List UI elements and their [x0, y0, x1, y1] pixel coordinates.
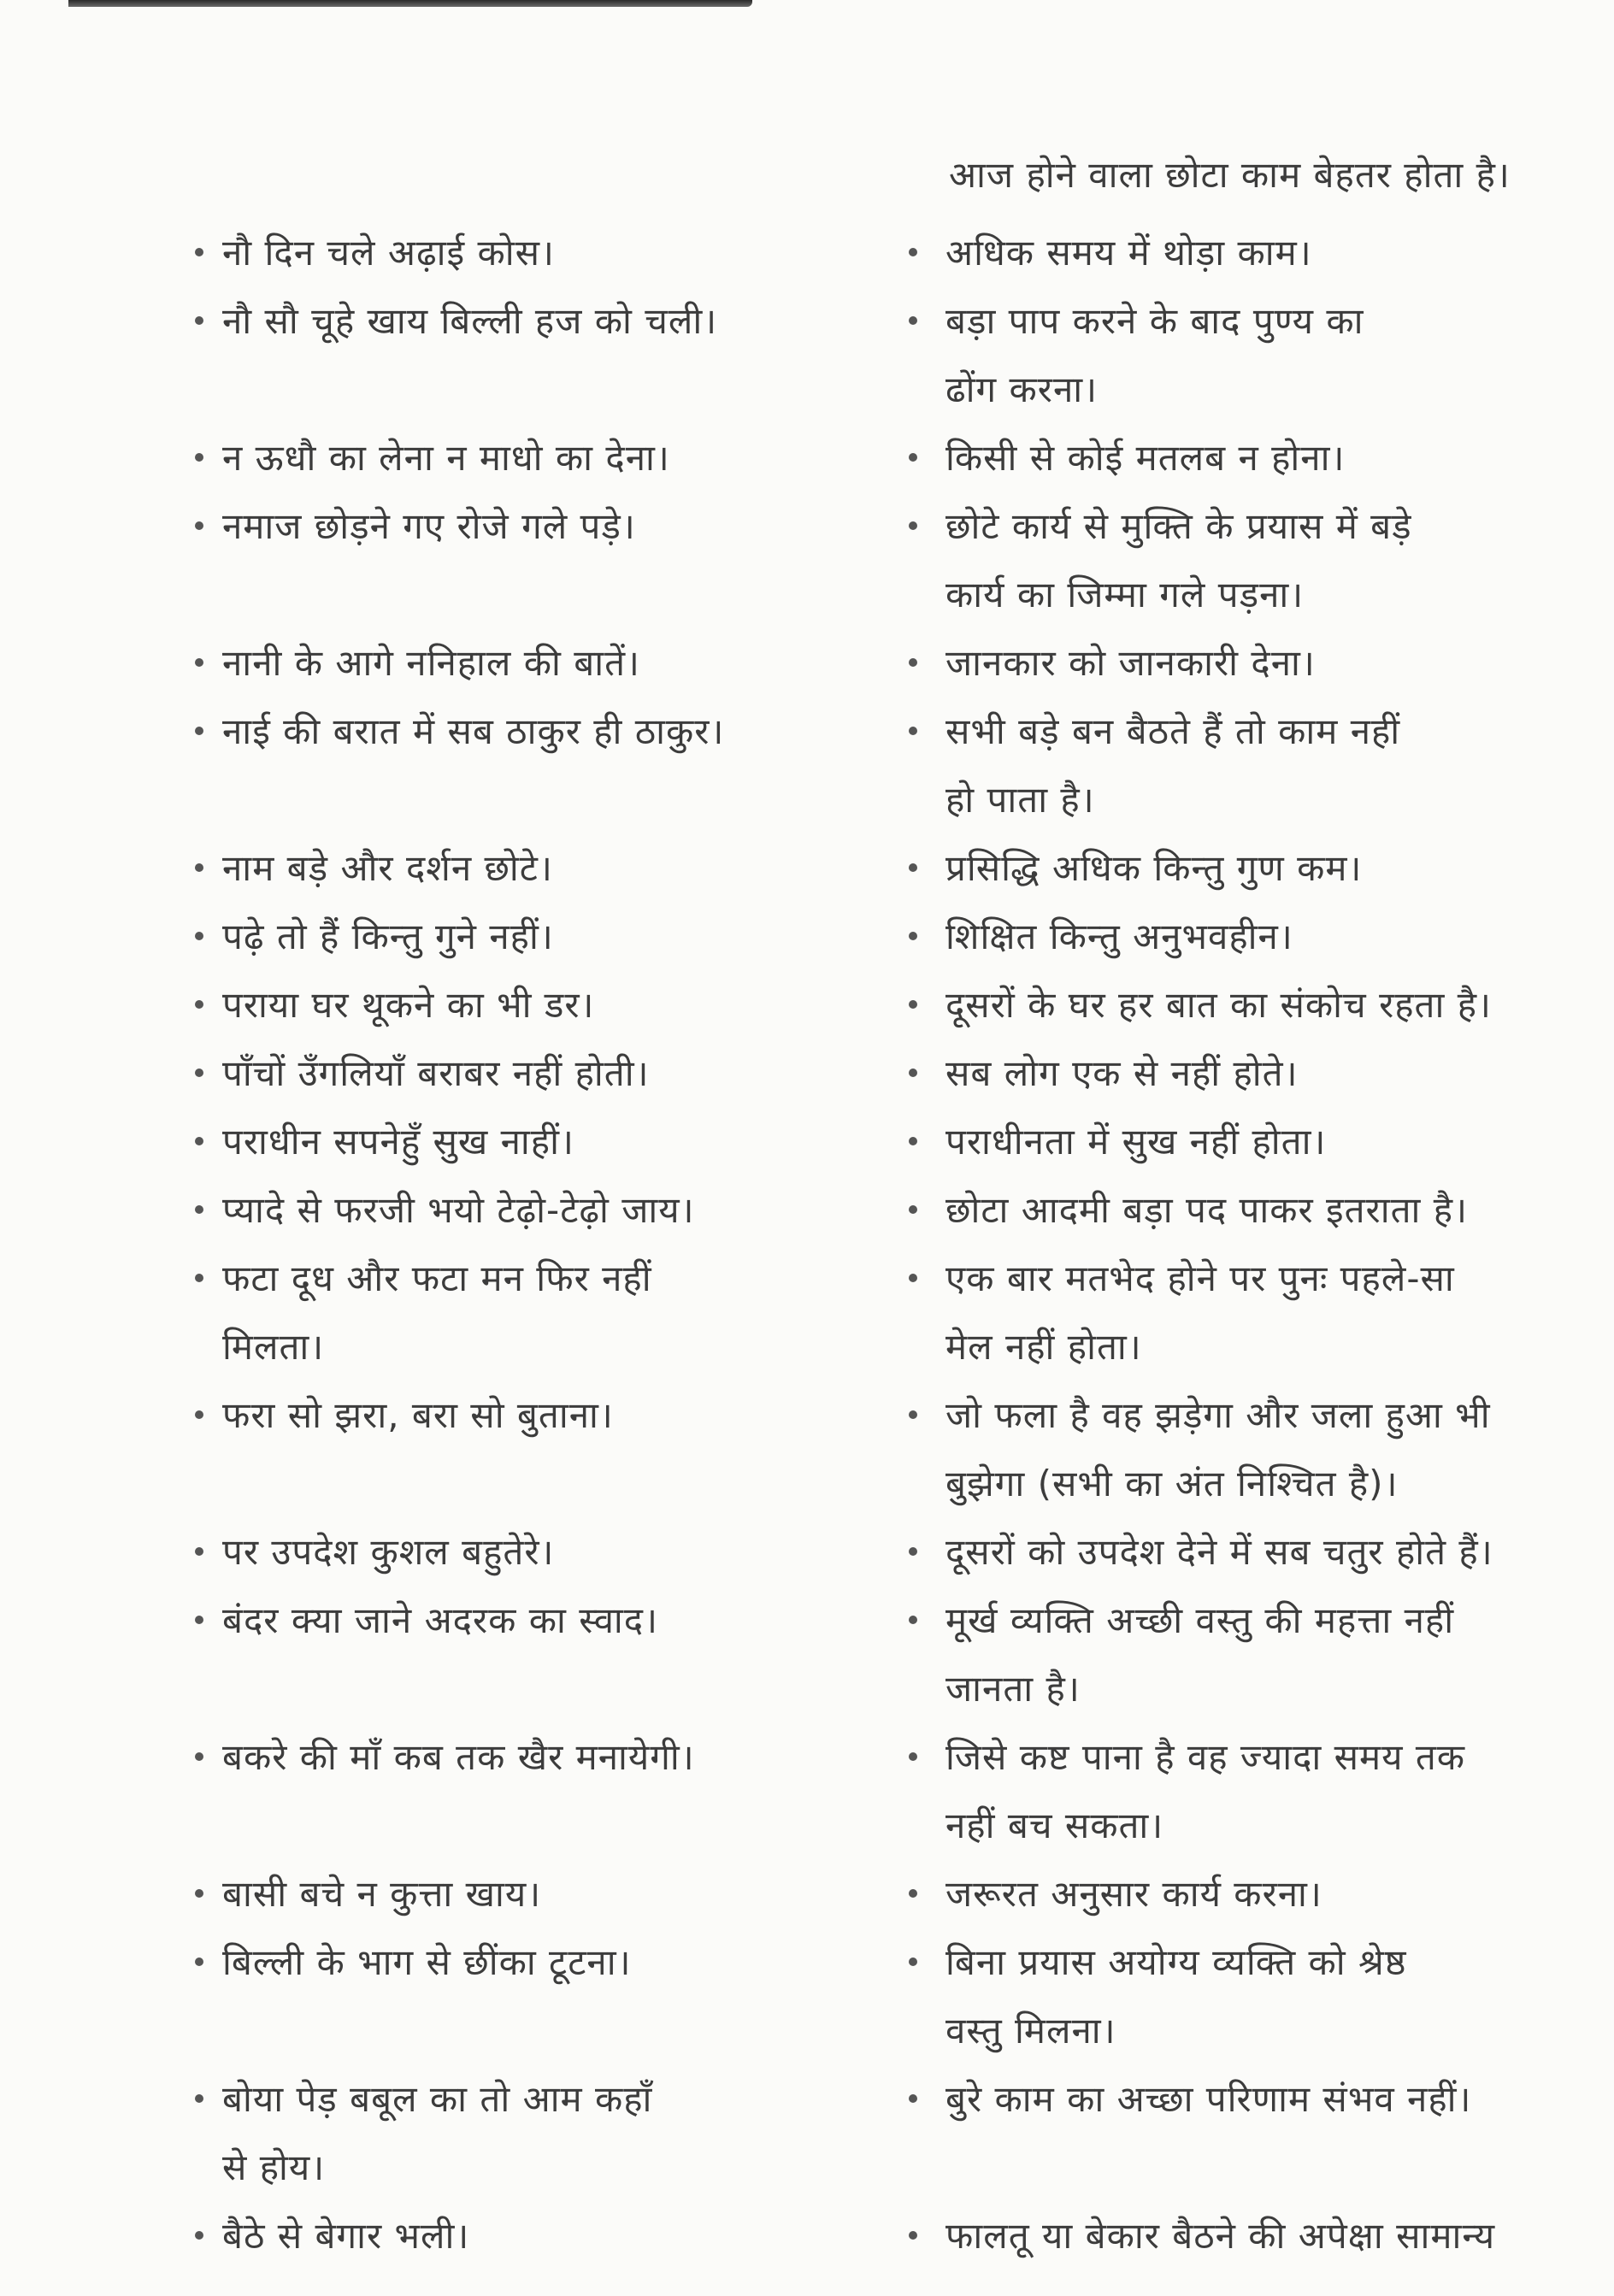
- meaning-line: बुझेगा (सभी का अंत निश्चित है)।: [945, 1463, 1399, 1504]
- idiom-line: पराया घर थूकने का भी डर।: [222, 984, 595, 1026]
- meaning-line: बड़ा पाप करने के बाद पुण्य का: [945, 300, 1364, 342]
- bullet-icon: [909, 1616, 917, 1624]
- bullet-icon: [909, 2094, 917, 2103]
- meaning-line: जानता है।: [945, 1668, 1081, 1710]
- meaning-text: [945, 1108, 1604, 1176]
- bullet-icon: [909, 453, 917, 462]
- idiom-line: प्यादे से फरजी भयो टेढ़ो-टेढ़ो जाय।: [222, 1189, 695, 1231]
- meaning-line: जानकार को जानकारी देना।: [945, 642, 1316, 684]
- idiom-line: नाम बड़े और दर्शन छोटे।: [222, 847, 553, 889]
- idiom-text: [222, 1860, 855, 1928]
- idiom-line: नाई की बरात में सब ठाकुर ही ठाकुर।: [222, 710, 725, 752]
- meaning-line: एक बार मतभेद होने पर पुनः पहले-सा: [945, 1257, 1455, 1299]
- bullet-icon: [195, 932, 203, 940]
- bullet-icon: [195, 1410, 203, 1419]
- idiom-line: बंदर क्या जाने अदरक का स्वाद।: [222, 1599, 659, 1641]
- meaning-line: छोटे कार्य से मुक्ति के प्रयास में बड़े: [945, 505, 1412, 547]
- idiom-line: बकरे की माँ कब तक खैर मनायेगी।: [222, 1736, 695, 1778]
- idiom-line: बिल्ली के भाग से छींका टूटना।: [222, 1941, 632, 1983]
- meaning-line: हो पाता है।: [945, 779, 1095, 821]
- meaning-text: [945, 629, 1604, 698]
- meaning-line: प्रसिद्धि अधिक किन्तु गुण कम।: [945, 847, 1363, 889]
- meaning-line: वस्तु मिलना।: [945, 2010, 1116, 2052]
- bullet-icon: [195, 521, 203, 530]
- bullet-icon: [909, 658, 917, 667]
- idiom-text: [222, 698, 855, 766]
- meaning-text: [945, 1381, 1604, 1518]
- meaning-text: [945, 219, 1604, 287]
- idiom-text: [222, 287, 855, 356]
- idiom-line: बोया पेड़ बबूल का तो आम कहाँ: [222, 2078, 653, 2120]
- idiom-text: [222, 492, 855, 561]
- meaning-line: सब लोग एक से नहीं होते।: [945, 1052, 1299, 1094]
- meaning-text: [945, 1860, 1604, 1928]
- bullet-icon: [909, 2231, 917, 2240]
- bullet-icon: [909, 1410, 917, 1419]
- meaning-text: [945, 2065, 1604, 2134]
- meaning-line: मूर्ख व्यक्ति अच्छी वस्तु की महत्ता नहीं: [945, 1599, 1455, 1641]
- meaning-text: [945, 1723, 1604, 1860]
- idiom-text: [222, 971, 855, 1039]
- idiom-text: [222, 1245, 855, 1381]
- meaning-text: [945, 287, 1604, 424]
- meaning-line: बिना प्रयास अयोग्य व्यक्ति को श्रेष्ठ: [945, 1941, 1407, 1983]
- bullet-icon: [195, 1616, 203, 1624]
- idiom-text: [222, 1518, 855, 1587]
- idiom-text: [222, 1108, 855, 1176]
- meaning-line: छोटा आदमी बड़ा पद पाकर इतराता है।: [945, 1189, 1469, 1231]
- idiom-line: नमाज छोड़ने गए रोजे गले पड़े।: [222, 505, 636, 547]
- meaning-line: ढोंग करना।: [945, 368, 1099, 410]
- bullet-icon: [195, 1069, 203, 1077]
- bullet-icon: [195, 1547, 203, 1556]
- bullet-icon: [909, 863, 917, 872]
- meaning-line: दूसरों के घर हर बात का संकोच रहता है।: [945, 984, 1492, 1026]
- idiom-text: [222, 2065, 855, 2202]
- idiom-line: नौ सौ चूहे खाय बिल्ली हज को चली।: [222, 300, 718, 342]
- meaning-text: [945, 1928, 1604, 2065]
- meaning-line: जो फला है वह झड़ेगा और जला हुआ भी: [945, 1394, 1491, 1436]
- idiom-text: [222, 2202, 855, 2270]
- bullet-icon: [909, 316, 917, 325]
- idiom-line: बासी बचे न कुत्ता खाय।: [222, 1873, 542, 1915]
- bullet-icon: [909, 1547, 917, 1556]
- meaning-text: [945, 1245, 1604, 1381]
- bullet-icon: [195, 1889, 203, 1898]
- idiom-line: फरा सो झरा, बरा सो बुताना।: [222, 1394, 614, 1436]
- meaning-line: फालतू या बेकार बैठने की अपेक्षा सामान्य: [945, 2215, 1496, 2257]
- bullet-icon: [909, 1000, 917, 1009]
- meaning-text: [945, 1176, 1604, 1245]
- idiom-text: [222, 1723, 855, 1792]
- idiom-text: [222, 834, 855, 903]
- idiom-line: से होय।: [222, 2146, 326, 2188]
- bullet-icon: [195, 1137, 203, 1145]
- meaning-text: [945, 903, 1604, 971]
- bullet-icon: [909, 1205, 917, 1214]
- bullet-icon: [909, 1274, 917, 1282]
- meaning-line: कार्य का जिम्मा गले पड़ना।: [945, 574, 1305, 615]
- idiom-line: फटा दूध और फटा मन फिर नहीं: [222, 1257, 652, 1299]
- idiom-text: [222, 1176, 855, 1245]
- meaning-line: बुरे काम का अच्छा परिणाम संभव नहीं।: [945, 2078, 1472, 2120]
- bullet-icon: [195, 2094, 203, 2103]
- idiom-line: मिलता।: [222, 1326, 325, 1368]
- bullet-icon: [195, 1000, 203, 1009]
- idiom-text: [222, 1381, 855, 1450]
- bullet-icon: [195, 453, 203, 462]
- bullet-icon: [909, 727, 917, 735]
- meaning-text: [945, 1518, 1604, 1587]
- idiom-text: [222, 424, 855, 492]
- meaning-text: [945, 2202, 1604, 2270]
- idiom-line: पराधीन सपनेहुँ सुख नाहीं।: [222, 1121, 574, 1163]
- meaning-line: किसी से कोई मतलब न होना।: [945, 437, 1346, 479]
- meaning-line: अधिक समय में थोड़ा काम।: [945, 232, 1312, 274]
- idiom-text: [222, 629, 855, 698]
- bullet-icon: [195, 1957, 203, 1966]
- bullet-icon: [195, 2231, 203, 2240]
- meaning-line: जरूरत अनुसार कार्य करना।: [945, 1873, 1322, 1915]
- idiom-line: नानी के आगे ननिहाल की बातें।: [222, 642, 640, 684]
- meaning-line: शिक्षित किन्तु अनुभवहीन।: [945, 915, 1293, 957]
- bullet-icon: [909, 1069, 917, 1077]
- bullet-icon: [195, 248, 203, 256]
- bullet-icon: [195, 658, 203, 667]
- bullet-icon: [195, 1205, 203, 1214]
- meaning-line: पराधीनता में सुख नहीं होता।: [945, 1121, 1327, 1163]
- bullet-icon: [195, 1274, 203, 1282]
- bullet-icon: [909, 1889, 917, 1898]
- meaning-text: [945, 492, 1604, 629]
- idiom-text: [222, 1039, 855, 1108]
- idiom-text: [222, 903, 855, 971]
- bullet-icon: [909, 248, 917, 256]
- carry-over-meaning-line: आज होने वाला छोटा काम बेहतर होता है।: [949, 154, 1511, 196]
- bullet-icon: [909, 1752, 917, 1761]
- meaning-text: [945, 424, 1604, 492]
- meaning-text: [945, 698, 1604, 834]
- bullet-icon: [909, 521, 917, 530]
- idiom-line: नौ दिन चले अढ़ाई कोस।: [222, 232, 555, 274]
- idiom-text: [222, 1587, 855, 1655]
- idiom-line: बैठे से बेगार भली।: [222, 2215, 470, 2257]
- bullet-icon: [195, 863, 203, 872]
- meaning-line: सभी बड़े बन बैठते हैं तो काम नहीं: [945, 710, 1401, 752]
- idiom-text: [222, 219, 855, 287]
- meaning-text: [945, 1587, 1604, 1723]
- bullet-icon: [195, 316, 203, 325]
- meaning-text: [945, 834, 1604, 903]
- idiom-line: न ऊधौ का लेना न माधो का देना।: [222, 437, 670, 479]
- meaning-line: नहीं बच सकता।: [945, 1804, 1164, 1846]
- bullet-icon: [909, 1137, 917, 1145]
- idiom-line: पाँचों उँगलियाँ बराबर नहीं होती।: [222, 1052, 650, 1094]
- idiom-text: [222, 1928, 855, 1997]
- meaning-line: दूसरों को उपदेश देने में सब चतुर होते हैं।: [945, 1531, 1493, 1573]
- idiom-line: पढ़े तो हैं किन्तु गुने नहीं।: [222, 915, 554, 957]
- idiom-line: पर उपदेश कुशल बहुतेरे।: [222, 1531, 555, 1573]
- bullet-icon: [195, 1752, 203, 1761]
- meaning-text: [945, 971, 1604, 1039]
- meaning-line: मेल नहीं होता।: [945, 1326, 1142, 1368]
- meaning-text: [945, 1039, 1604, 1108]
- bullet-icon: [195, 727, 203, 735]
- meaning-line: जिसे कष्ट पाना है वह ज्यादा समय तक: [945, 1736, 1466, 1778]
- bullet-icon: [909, 932, 917, 940]
- bullet-icon: [909, 1957, 917, 1966]
